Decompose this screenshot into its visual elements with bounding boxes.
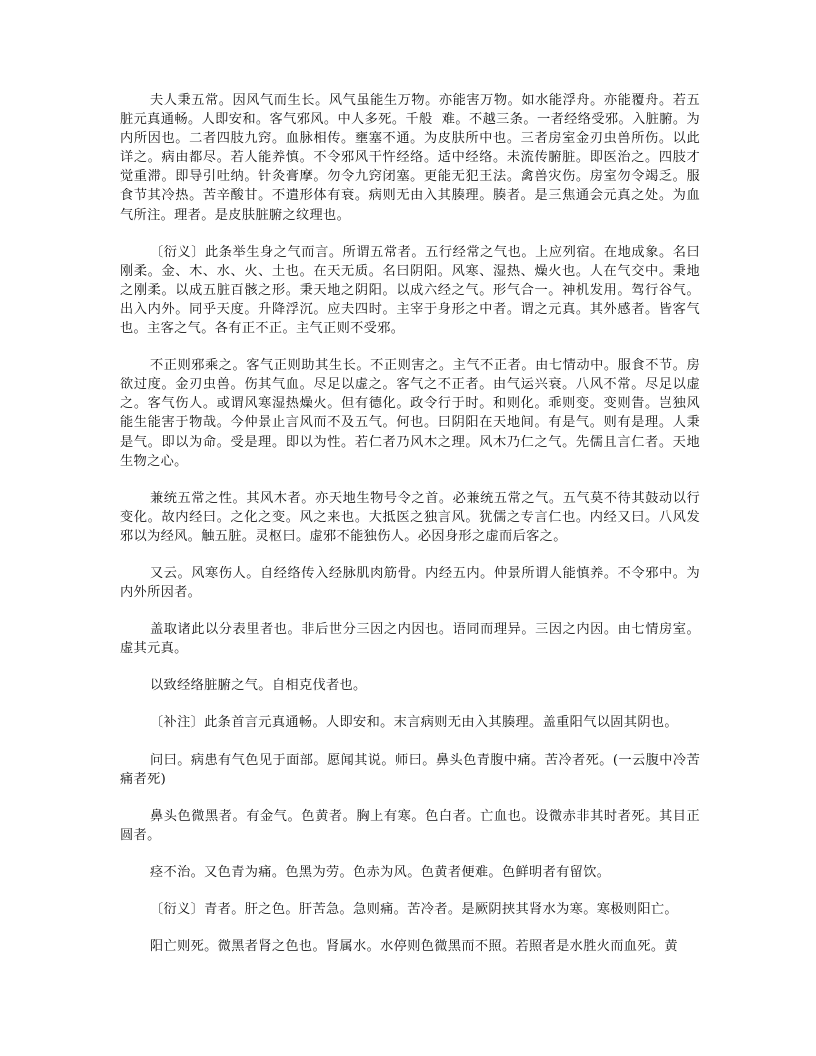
paragraph: 〔衍义〕此条举生身之气而言。所谓五常者。五行经常之气也。上应列宿。在地成象。名曰刚柔。金、木、水、火、土也。在天无质。名曰阴阳。风寒、湿热、燥火也。人在气交中。秉地之刚柔。以成五脏百骸之形。秉天地之阴阳。以成六经之气。形气合一。神机发用。驾行谷气。出入内外。同乎天度。升降浮沉。应夫四时。主宰于身形之中者。谓之元真。其外感者。皆客气也。主客之气。各有正不正。主气正则不受邪。 [120, 244, 700, 337]
paragraph: 阳亡则死。微黑者肾之色也。肾属水。水停则色微黑而不照。若照者是水胜火而血死。黄 [150, 939, 678, 955]
paragraph: 问曰。病患有气色见于面部。愿闻其说。师曰。鼻头色青腹中痛。苦冷者死。(一云腹中冷苦痛者死) [120, 752, 700, 787]
paragraph: 不正则邪乘之。客气正则助其生长。不正则害之。主气不正者。由七情动中。服食不节。房欲过度。金刃虫兽。伤其气血。尽足以虚之。客气之不正者。由气运兴衰。八风不常。尽足以虚之。客气伤人。或谓风寒湿热燥火。但有德化。政令行于时。和则化。乖则变。变则眚。岂独风能生能害于物哉。今仲景止言风而不及五气。何也。曰阴阳在天地间。有是气。则有是理。人秉是气。即以为命。受是理。即以为性。若仁者乃风木之理。风木乃仁之气。先儒且言仁者。天地生物之心。 [120, 358, 700, 469]
paragraph: 痉不治。又色青为痛。色黑为劳。色赤为风。色黄者便难。色鲜明者有留饮。 [150, 864, 611, 880]
paragraph: 又云。风寒伤人。自经络传入经脉肌肉筋骨。内经五内。仲景所谓人能慎养。不令邪中。为内外所因者。 [120, 565, 700, 601]
document-body [120, 91, 700, 974]
paragraph: 〔补注〕此条首言元真通畅。人即安和。末言病则无由入其腠理。盖重阳气以固其阴也。 [150, 715, 678, 731]
paragraph: 盖取诸此以分表里者也。非后世分三因之内因也。语同而理异。三因之内因。由七情房室。虚其元真。 [120, 622, 700, 657]
paragraph: 夫人秉五常。因风气而生长。风气虽能生万物。亦能害万物。如水能浮舟。亦能覆舟。若五脏元真通畅。人即安和。客气邪风。中人多死。千般 难。不越三条。一者经络受邪。入脏腑。为内所因也。二者四肢九窍。血脉相传。壅塞不通。为皮肤所中也。三者房室金刃虫兽所伤。以此详之。病由都尽。若人能养慎。不令邪风干忤经络。适中经络。未流传腑脏。即医治之。四肢才觉重滞。即导引吐纳。针灸膏摩。勿令九窍闭塞。更能无犯王法。禽兽灾伤。房室勿令竭乏。服食节其冷热。苦辛酸甘。不遣形体有衰。病则无由入其腠理。腠者。是三焦通会元真之处。为血气所注。理者。是皮肤脏腑之纹理也。 [120, 93, 700, 223]
paragraph: 兼统五常之性。其风木者。亦天地生物号令之首。必兼统五常之气。五气莫不待其鼓动以行变化。故内经曰。之化之变。风之来也。大抵医之独言风。犹儒之专言仁也。内经又曰。八风发邪以为经风。触五脏。灵枢曰。虚邪不能独伤人。必因身形之虚而后客之。 [120, 490, 700, 544]
paragraph: 以致经络脏腑之气。自相克伐者也。 [150, 678, 367, 694]
paragraph: 〔衍义〕青者。肝之色。肝苦急。急则痛。苦冷者。是厥阴挟其肾水为寒。寒极则阳亡。 [150, 902, 678, 917]
paragraph: 鼻头色微黑者。有金气。色黄者。胸上有寒。色白者。亡血也。设微赤非其时者死。其目正圆者。 [120, 808, 700, 843]
